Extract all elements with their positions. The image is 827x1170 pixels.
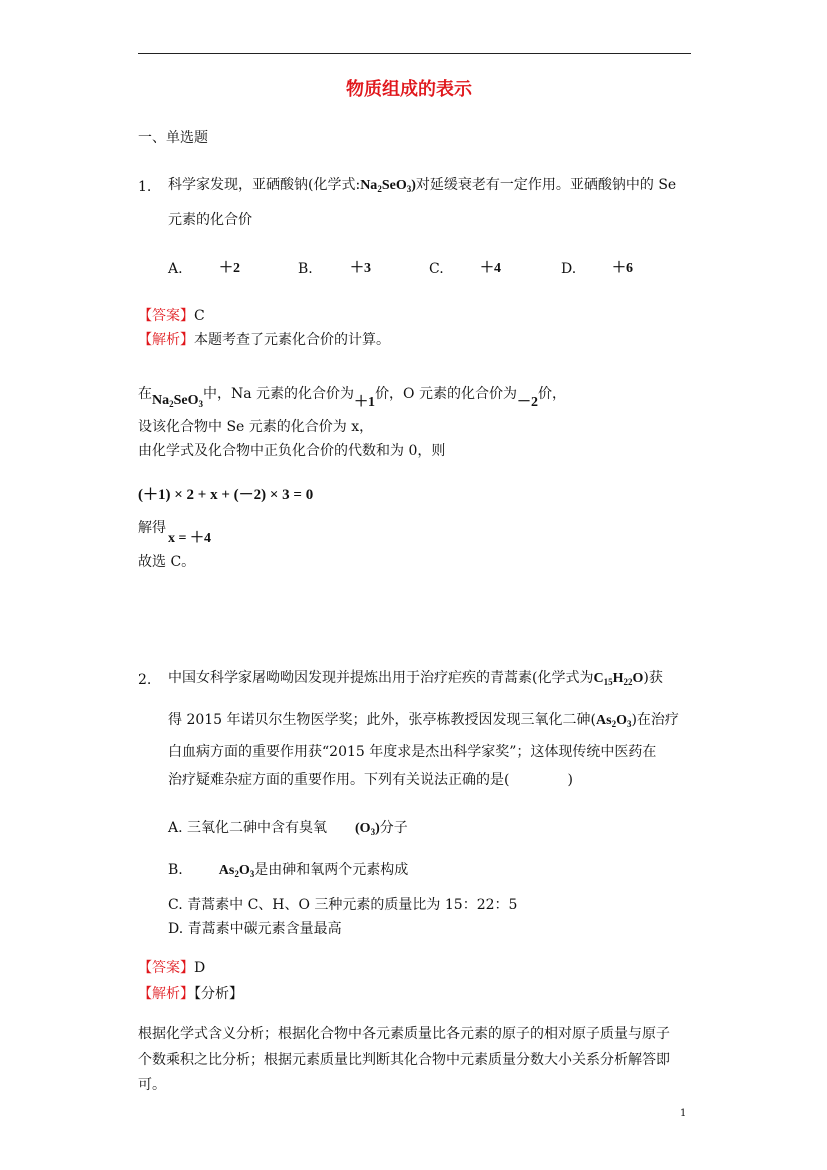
q2-stem-line2: 得 2015 年诺贝尔生物医学奖；此外，张亭栋教授因发现三氧化二砷$(As_2O_3)$在治疗 — [168, 712, 679, 729]
q1-option-b-key: B. — [298, 261, 313, 277]
q2-option-a[interactable]: A. 三氧化二砷中含有臭氧 $(O_3)$分子 — [168, 820, 408, 837]
q1-solve-label: 解得 — [138, 520, 166, 536]
q2-option-b[interactable]: B. $As_2O_3$是由砷和氧两个元素构成 — [168, 862, 409, 879]
q2-stem-line3: 白血病方面的重要作用获“2015 年度求是杰出科学家奖”；这体现传统中医药在 — [168, 744, 657, 760]
q2-formula-as2o3: $As_2O_3$ — [596, 713, 632, 729]
q2-para-line1: 根据化学式含义分析；根据化合物中各元素质量比各元素的原子的相对原子质量与原子 — [138, 1026, 670, 1042]
q2-analysis: 【解析】【分析】 — [138, 986, 243, 1002]
q1-stem-line2: 元素的化合价 — [168, 212, 252, 228]
q1-option-d-key: D. — [561, 261, 577, 277]
section-heading: 一、单选题 — [138, 130, 208, 146]
q2-option-d[interactable]: D. 青蒿素中碳元素含量最高 — [168, 921, 342, 937]
q2-para-line3: 可。 — [138, 1077, 166, 1093]
q2-answer: 【答案】D — [138, 960, 206, 976]
q1-option-b[interactable]: ＋3 — [350, 261, 371, 276]
q1-option-c-key: C. — [429, 261, 444, 277]
q1-solution-line1: 在$Na_2SeO_3$中，Na 元素的化合价为＋1价，O 元素的化合价为－2价， — [138, 386, 566, 410]
q1-answer: 【答案】C — [138, 308, 205, 324]
q2-formula-artemisinin: $C_{15}H_{22}O$ — [593, 671, 644, 687]
q2-stem-line4: 治疗疑难杂症方面的重要作用。下列有关说法正确的是( ) — [168, 772, 573, 788]
q1-solution-line2: 设该化合物中 Se 元素的化合价为 x， — [138, 419, 374, 435]
q1-number: 1. — [138, 179, 152, 195]
q1-option-a-key: A. — [168, 261, 183, 277]
q2-stem-line1: 中国女科学家屠呦呦因发现并提炼出用于治疗疟疾的青蒿素(化学式为$C_{15}H_{22}O$)获 — [168, 670, 663, 687]
q1-formula: $Na_2SeO_3$) — [360, 178, 416, 194]
page-number: 1 — [680, 1108, 687, 1119]
q1-option-c[interactable]: ＋4 — [480, 261, 501, 276]
header-rule — [138, 53, 691, 54]
q1-solve-result: x = ＋4 — [168, 531, 211, 546]
q1-equation: (＋1) × 2 + x + (－2) × 3 = 0 — [138, 487, 314, 503]
q2-para-line2: 个数乘积之比分析；根据元素质量比判断其化合物中元素质量分数大小关系分析解答即 — [138, 1052, 670, 1068]
q2-number: 2. — [138, 672, 152, 688]
q1-stem-line1: 科学家发现，亚硒酸钠(化学式$:Na_2SeO_3$)对延缓衰老有一定作用。亚硒酸钠中的 Se — [168, 177, 677, 194]
q1-option-d[interactable]: ＋6 — [612, 261, 633, 276]
q2-option-c[interactable]: C. 青蒿素中 C、H、O 三种元素的质量比为 15：22：5 — [168, 897, 518, 913]
q1-option-a[interactable]: ＋2 — [219, 261, 240, 276]
page-title: 物质组成的表示 — [346, 79, 472, 100]
q1-analysis: 【解析】本题考查了元素化合价的计算。 — [138, 332, 390, 348]
q1-conclusion: 故选 C。 — [138, 554, 196, 570]
q1-solution-line3: 由化学式及化合物中正负化合价的代数和为 0，则 — [138, 443, 446, 459]
